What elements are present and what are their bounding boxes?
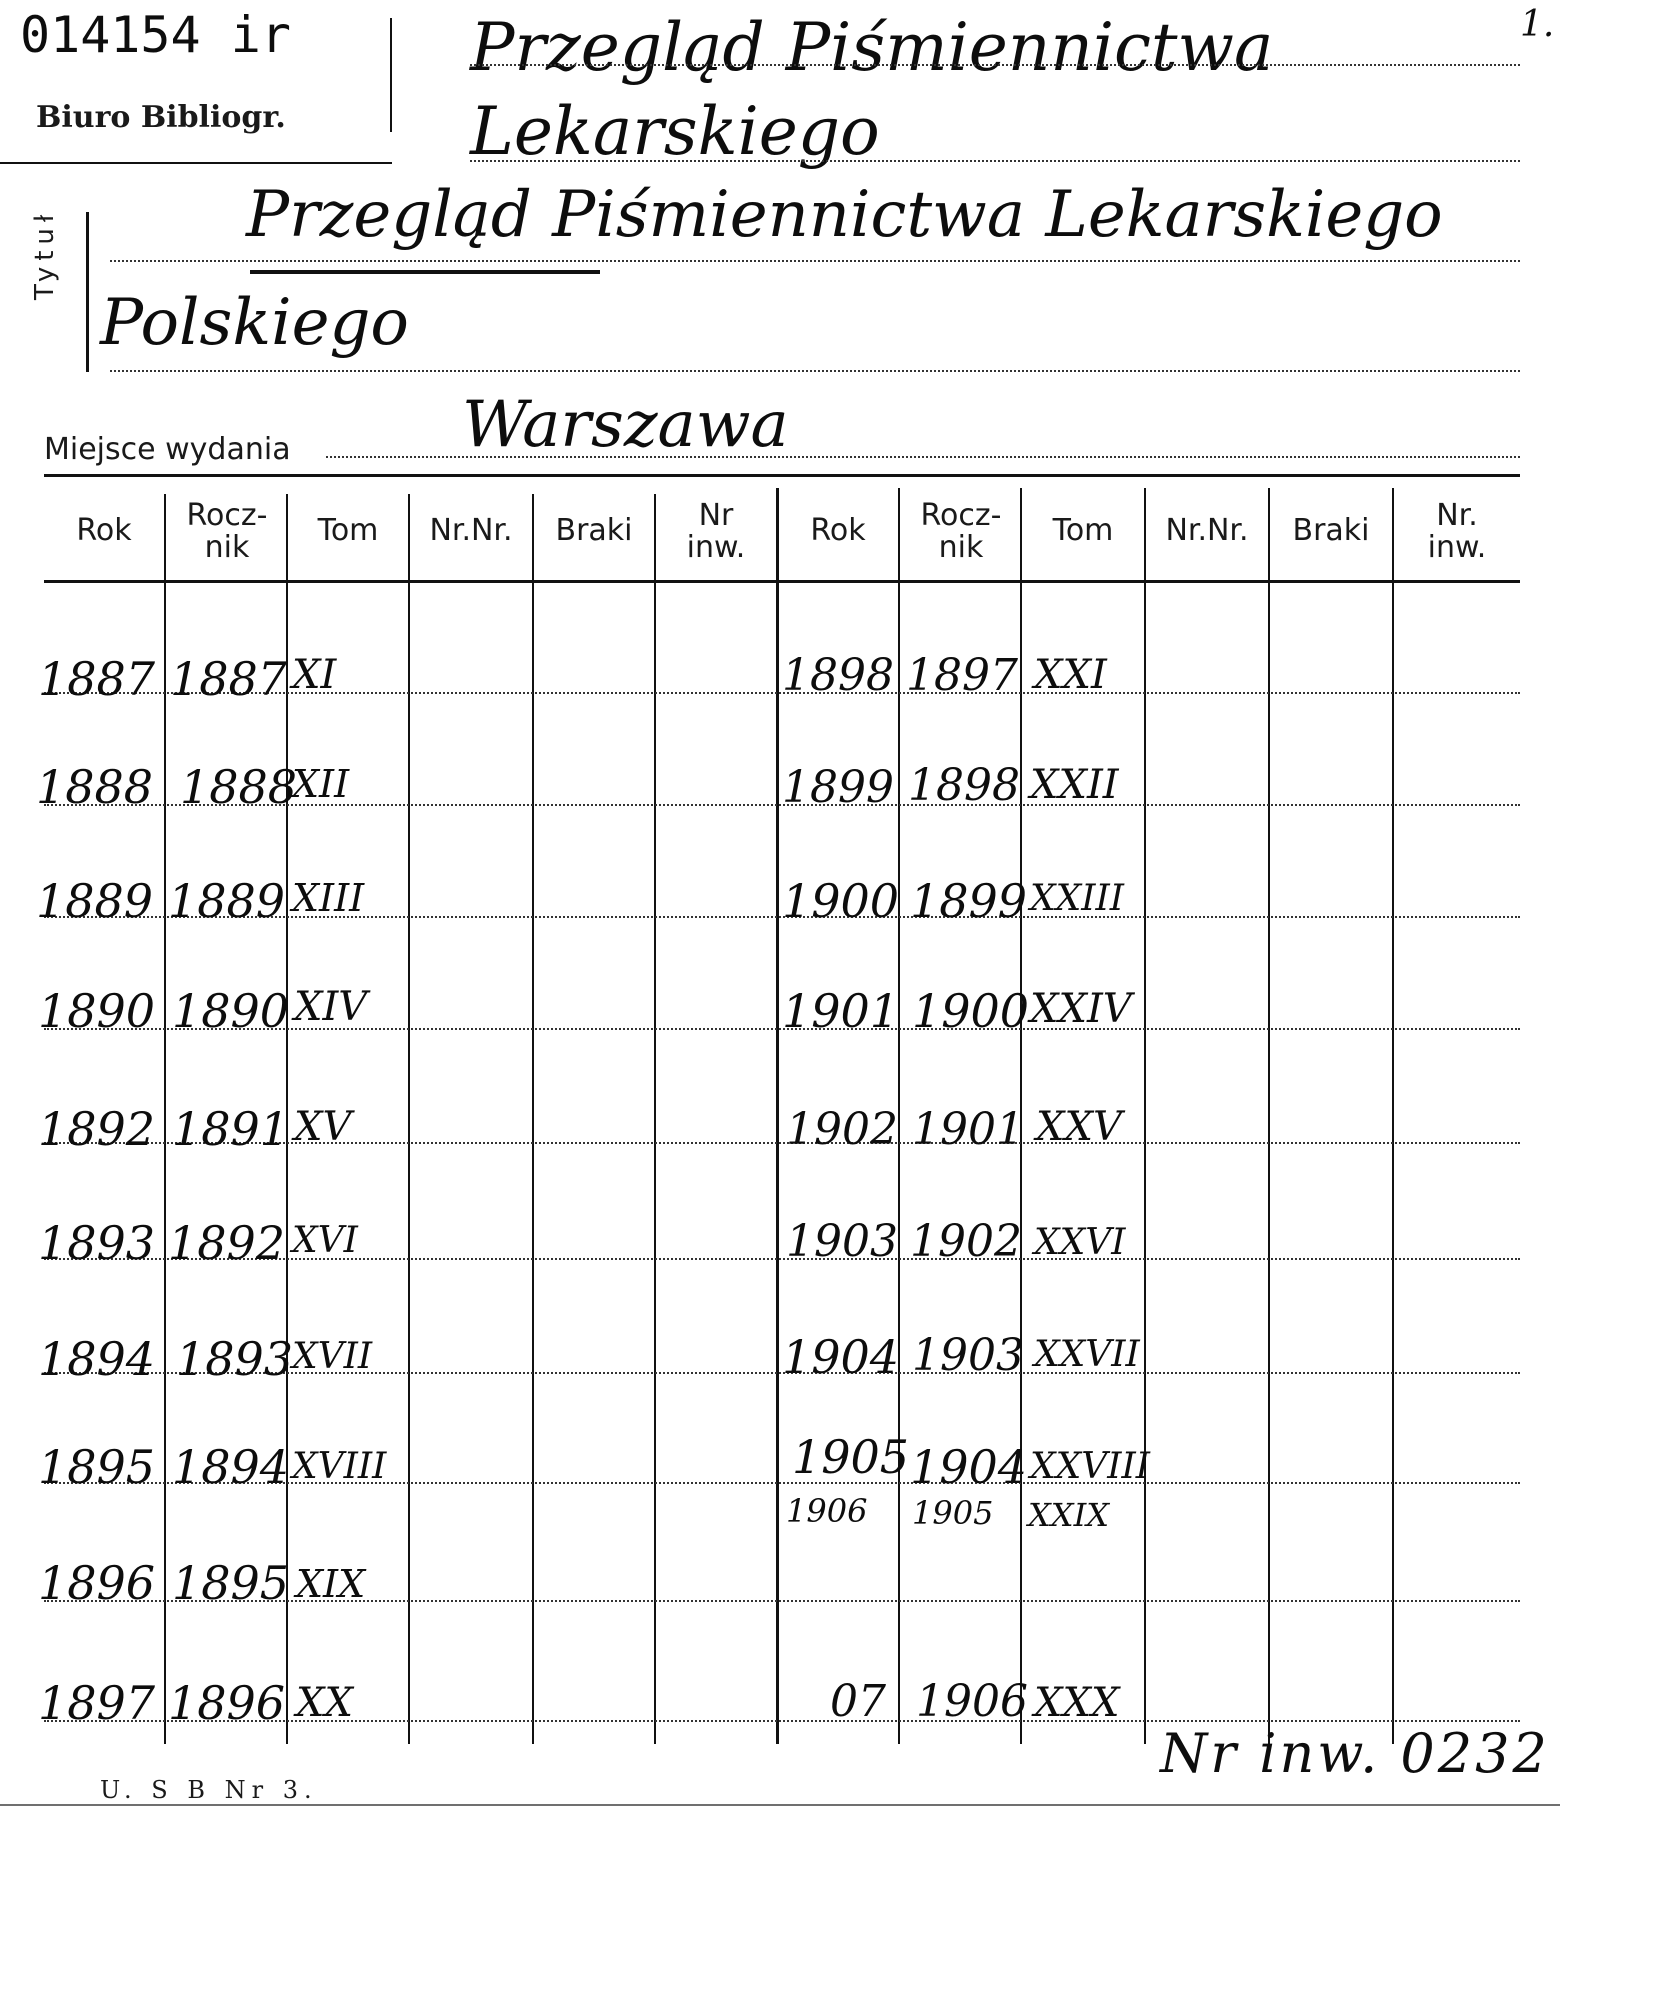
left-row-5-tom: XV xyxy=(294,1104,352,1150)
left-row-7-tom: XVII xyxy=(292,1336,373,1377)
left-row-9-rocznik: 1895 xyxy=(172,1556,290,1610)
left-row-1-rocznik: 1887 xyxy=(170,652,288,706)
tytul-bar xyxy=(86,212,89,372)
stamp-box-right xyxy=(390,18,392,132)
vline-4 xyxy=(532,494,534,1744)
heading-line-2 xyxy=(470,160,1520,162)
col-header-tom: Tom xyxy=(317,513,379,548)
right-row-1-rocznik: 1897 xyxy=(906,650,1018,701)
right-row-7-rok: 1904 xyxy=(782,1330,900,1384)
right-row-4-rok: 1901 xyxy=(782,984,900,1038)
tytul-label: Tytuł xyxy=(30,208,60,300)
left-row-4-rocznik: 1890 xyxy=(172,984,290,1038)
corner-mark: 1. xyxy=(1520,4,1555,45)
vline-5 xyxy=(654,494,656,1744)
header-bottom-rule xyxy=(44,580,1520,583)
right-row-4-tom: XXIV xyxy=(1030,986,1132,1032)
col-header-nrnr-2: Nr.Nr. xyxy=(1165,513,1249,548)
col-header-nr-inw-2: Nr. inw. xyxy=(1427,498,1487,565)
vline-3 xyxy=(408,494,410,1744)
right-row-8-tom: XXVIII xyxy=(1030,1446,1150,1487)
right-row-9-rocznik: 1905 xyxy=(912,1494,994,1532)
right-row-10-rocznik: 1906 xyxy=(916,1676,1028,1727)
left-row-2-rocznik: 1888 xyxy=(180,760,298,814)
right-row-3-tom: XXIII xyxy=(1030,878,1124,919)
left-row-10-rocznik: 1896 xyxy=(168,1676,286,1730)
vline-1 xyxy=(164,494,166,1744)
bureau-stamp: Biuro Bibliogr. xyxy=(36,100,286,135)
right-row-3-rok: 1900 xyxy=(782,874,900,928)
right-row-1-rok: 1898 xyxy=(782,650,894,701)
left-row-9-rok: 1896 xyxy=(38,1556,156,1610)
left-row-10-rok: 1897 xyxy=(38,1676,156,1730)
left-row-3-rocznik: 1889 xyxy=(168,874,286,928)
place-label: Miejsce wydania xyxy=(44,432,291,467)
right-row-8-rocznik: 1904 xyxy=(910,1440,1028,1494)
left-row-6-rok: 1893 xyxy=(38,1216,156,1270)
footer-code: U. S B Nr 3. xyxy=(100,1776,318,1804)
left-row-1-rok: 1887 xyxy=(38,652,156,706)
left-row-5-rocznik: 1891 xyxy=(172,1102,290,1156)
left-row-9-tom: XIX xyxy=(296,1562,366,1606)
vline-7 xyxy=(898,488,900,1744)
title-line-2: Polskiego xyxy=(100,286,409,360)
table-top-rule xyxy=(44,474,1520,477)
col-header-braki: Braki xyxy=(555,513,633,548)
col-header-tom-2: Tom xyxy=(1052,513,1114,548)
col-header-nrnr: Nr.Nr. xyxy=(429,513,513,548)
vline-10 xyxy=(1268,488,1270,1744)
left-row-7-rocznik: 1893 xyxy=(176,1332,294,1386)
vline-9 xyxy=(1144,488,1146,1744)
right-row-5-rok: 1902 xyxy=(786,1104,898,1155)
right-row-2-tom: XXII xyxy=(1030,762,1119,808)
left-row-6-tom: XVI xyxy=(292,1220,358,1261)
catalog-number: 014154 ir xyxy=(20,6,291,64)
col-header-rocznik: Rocz- nik xyxy=(186,498,268,565)
right-row-7-rocznik: 1903 xyxy=(912,1330,1024,1381)
right-row-5-rocznik: 1901 xyxy=(912,1104,1024,1155)
title-dots-1 xyxy=(110,260,1520,262)
right-row-2-rocznik: 1898 xyxy=(908,760,1020,811)
title-underline xyxy=(250,270,600,274)
left-row-8-tom: XVIII xyxy=(292,1446,387,1487)
right-row-8-rok: 1905 xyxy=(792,1430,910,1484)
right-row-3-rocznik: 1899 xyxy=(910,874,1028,928)
col-header-rocznik-2: Rocz- nik xyxy=(920,498,1002,565)
left-row-8-rok: 1895 xyxy=(38,1440,156,1494)
right-row-9-tom: XXIX xyxy=(1028,1496,1109,1534)
left-row-4-tom: XIV xyxy=(294,984,368,1030)
stamp-box-bottom xyxy=(0,162,392,164)
heading-line-1 xyxy=(470,64,1520,66)
left-row-6-rocznik: 1892 xyxy=(168,1216,286,1270)
col-header-braki-2: Braki xyxy=(1292,513,1370,548)
right-row-7-tom: XXVII xyxy=(1034,1334,1140,1375)
right-row-1-tom: XXI xyxy=(1034,652,1107,698)
inventory-number: Nr inw. 0232 xyxy=(1160,1722,1550,1785)
right-row-6-tom: XXVI xyxy=(1034,1222,1126,1263)
right-row-9-rok: 1906 xyxy=(786,1492,868,1530)
right-row-6-rok: 1903 xyxy=(786,1216,898,1267)
footer-rule xyxy=(0,1804,1560,1806)
col-header-rok-2: Rok xyxy=(810,513,866,548)
right-extra-note: 07 xyxy=(830,1676,886,1727)
right-row-4-rocznik: 1900 xyxy=(912,984,1030,1038)
left-row-10-tom: XX xyxy=(296,1680,353,1726)
vline-11 xyxy=(1392,488,1394,1744)
left-row-2-rok: 1888 xyxy=(36,760,154,814)
left-row-3-rok: 1889 xyxy=(36,874,154,928)
left-row-8-rocznik: 1894 xyxy=(172,1440,290,1494)
col-header-nr-inw: Nr inw. xyxy=(686,498,746,565)
col-header-rok: Rok xyxy=(76,513,132,548)
title-dots-2 xyxy=(110,370,1520,372)
left-row-2-tom: XII xyxy=(292,762,350,806)
right-row-5-tom: XXV xyxy=(1036,1104,1122,1150)
title-line-1: Przegląd Piśmiennictwa Lekarskiego xyxy=(246,178,1443,252)
right-row-10-tom: XXX xyxy=(1034,1680,1120,1726)
left-row-7-rok: 1894 xyxy=(38,1332,156,1386)
left-row-1-tom: XI xyxy=(292,652,337,698)
left-row-3-tom: XIII xyxy=(292,876,365,920)
place-value: Warszawa xyxy=(462,388,789,462)
left-row-5-rok: 1892 xyxy=(38,1102,156,1156)
right-row-2-rok: 1899 xyxy=(782,762,894,813)
left-row-4-rok: 1890 xyxy=(38,984,156,1038)
vline-6 xyxy=(776,488,779,1744)
card-heading: Przegląd Piśmiennictwa Lekarskiego xyxy=(470,9,1274,170)
right-row-6-rocznik: 1902 xyxy=(910,1216,1022,1267)
